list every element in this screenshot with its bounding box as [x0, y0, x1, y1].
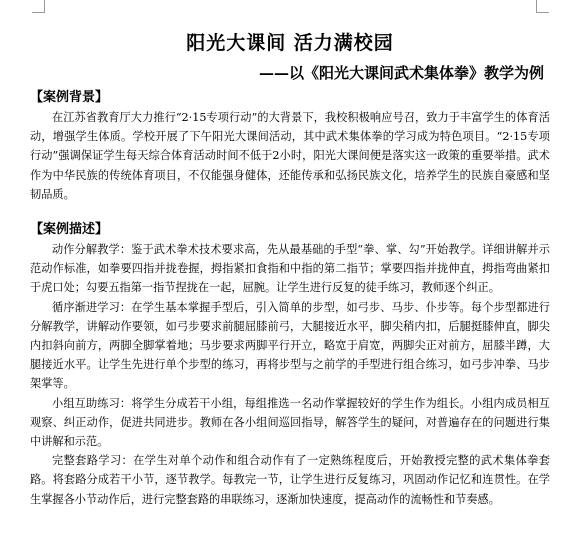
section-spacer	[30, 204, 550, 220]
description-paragraph-routine: 完整套路学习：在学生对单个动作和组合动作有了一定熟练程度后，开始教授完整的武术集体拳套路。将套路分成若干小节，逐节教学。每教完一节，让学生进行反复练习，巩固动作记忆和连贯性。在学生掌握各小节动作后，进行完整套路的串联练习，逐渐加快速度，提高动作的流畅性和节奏感。	[30, 454, 550, 506]
document-body	[30, 30, 550, 509]
description-paragraph-group: 小组互助练习：将学生分成若干小组，每组推选一名动作掌握较好的学生作为组长。小组内成员相互观察、纠正动作，促进共同进步。教师在各小组间巡回指导，解答学生的疑问，对普遍存在的问题进行集中讲解和示范。	[30, 396, 550, 449]
description-paragraph-decomposition: 动作分解教学：鉴于武术拳术技术要求高，先从最基础的手型“拳、掌、勾”开始教学。详细讲解并示范动作标准，如拳要四指并拢卷握，拇指紧扣食指和中指的第二指节；掌要四指并拢伸直，拇指弯曲紧扣于虎口处；勾要五指第一指节捏拢在一起，屈腕。让学生进行反复的徒手练习，教师逐个纠正。	[30, 243, 550, 295]
page-corner-mark-right	[536, 0, 549, 13]
document-title: 阳光大课间 活力满校园	[186, 32, 394, 54]
page-corner-mark-left	[32, 0, 45, 13]
background-paragraph: 在江苏省教育厅大力推行“2·15专项行动”的大背景下，我校积极响应号召，致力于丰富学生的体育活动，增强学生体质。学校开展了下午阳光大课间活动，其中武术集体拳的学习成为特色项目。“2·15专项行动”强调保证学生每天综合体育活动时间不低于2小时，阳光大课间便是落实这一政策的重要举措。武术作为中华民族的传统体育项目，不仅能强身健体，还能传承和弘扬民族文化，培养学生的民族自豪感和坚韧品质。	[30, 111, 550, 201]
document-subtitle: ——以《阳光大课间武术集体拳》教学为例	[258, 64, 544, 82]
section-heading-description: 【案例描述】	[30, 222, 109, 238]
section-heading-background: 【案例背景】	[30, 90, 109, 105]
description-paragraph-progressive: 循序渐进学习：在学生基本掌握手型后，引入简单的步型，如弓步、马步、仆步等。每个步型都进行分解教学，讲解动作要领，如弓步要求前腿屈膝前弓，大腿接近水平，脚尖稍内扣，后腿挺膝伸直，脚尖内扣斜向前方，两脚全脚掌着地；马步要求两脚平行开立，略宽于肩宽，两脚尖正对前方，屈膝半蹲，大腿接近水平。让学生先进行单个步型的练习，再将步型与之前学的手型进行组合练习，如弓步冲拳、马步架掌等。	[30, 300, 550, 391]
